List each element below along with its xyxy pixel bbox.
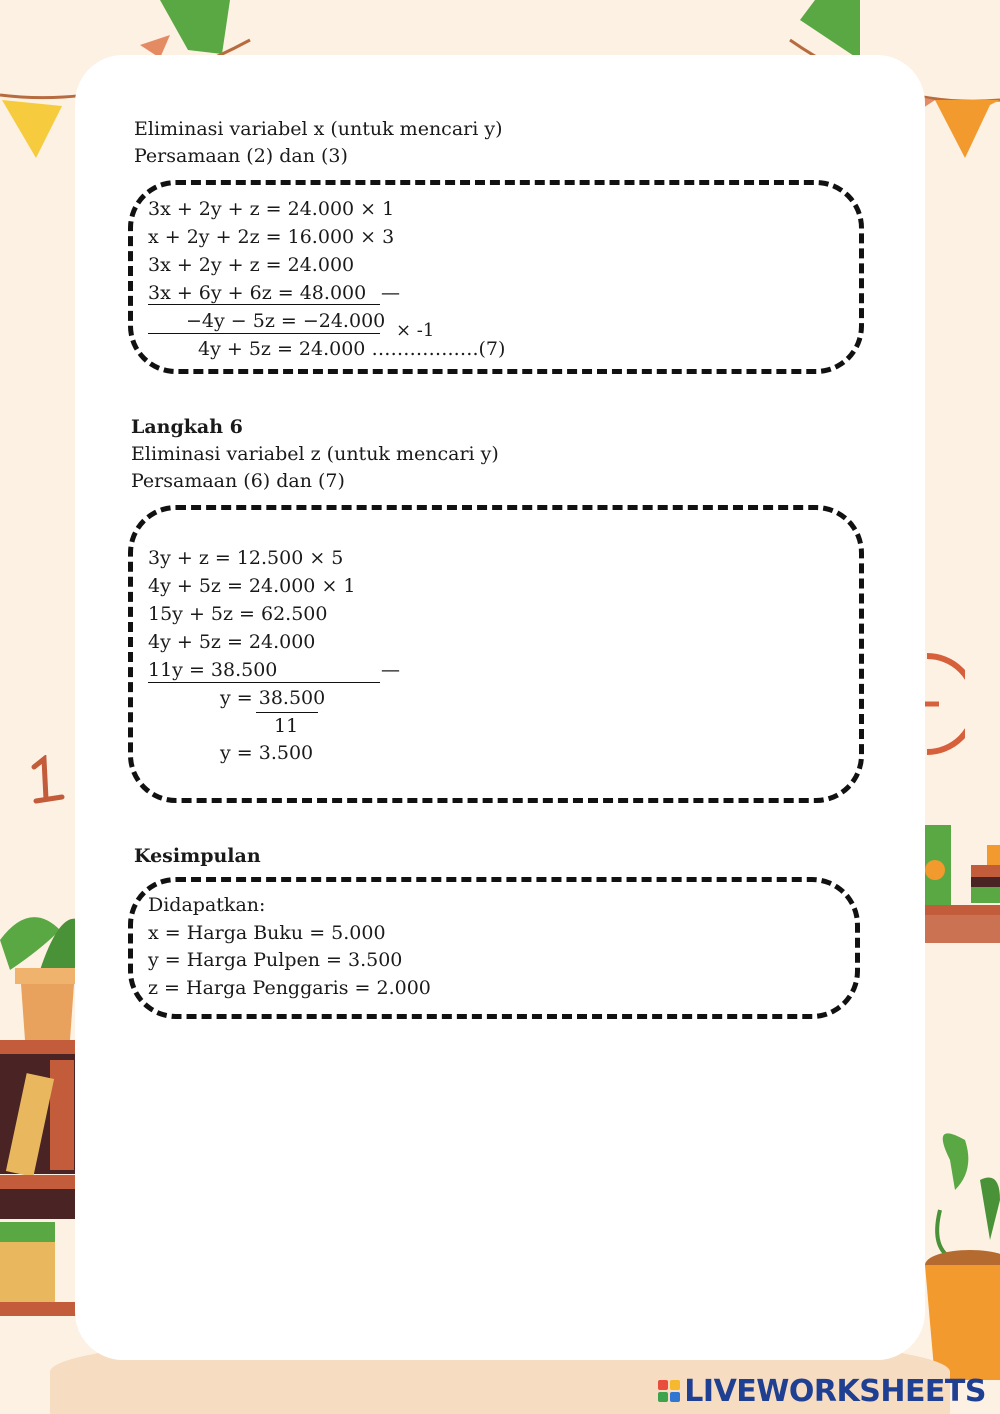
multiplier: × -1 (396, 320, 435, 341)
eq-line: 4y + 5z = 24.000 × 1 (148, 575, 356, 597)
eq-line: 3y + z = 12.500 × 5 (148, 547, 344, 569)
minus-sign: — (381, 659, 400, 681)
section2-title: Eliminasi variabel z (untuk mencari y) (131, 443, 499, 465)
clock-icon (925, 648, 965, 758)
eq-line: 4y + 5z = 24.000 ………….….(7) (198, 338, 506, 360)
subtraction-rule (148, 682, 380, 683)
bookshelf-right (925, 820, 1000, 950)
eq-line: 3x + 2y + z = 24.000 (148, 254, 355, 276)
eq-line: 11y = 38.500 (148, 659, 278, 681)
liveworksheets-brand[interactable] (658, 1373, 986, 1409)
number-one-icon (28, 755, 68, 807)
conclusion-heading: Kesimpulan (134, 845, 261, 867)
eq-line: 3x + 6y + 6z = 48.000 (148, 282, 367, 304)
plant-bookshelf-left (0, 900, 80, 1330)
eq-line: x + 2y + 2z = 16.000 × 3 (148, 226, 395, 248)
subtraction-rule (148, 304, 380, 305)
eq-line: 3x + 2y + z = 24.000 × 1 (148, 198, 395, 220)
fraction-bar (256, 712, 318, 713)
eq-line: 4y + 5z = 24.000 (148, 631, 316, 653)
eq-line: −4y − 5z = −24.000 (186, 310, 386, 332)
brand-text: LIVEWORKSHEETS (684, 1373, 986, 1409)
section2-subtitle: Persamaan (6) dan (7) (131, 470, 345, 492)
conclusion-line: z = Harga Penggaris = 2.000 (148, 977, 431, 999)
eq-line: y = 3.500 (220, 742, 314, 764)
fraction-denominator: 11 (274, 715, 299, 737)
eq-line: y = 38.500 (220, 687, 326, 709)
liveworksheets-logo-icon (658, 1380, 680, 1402)
eq-line: 15y + 5z = 62.500 (148, 603, 328, 625)
conclusion-line: y = Harga Pulpen = 3.500 (148, 949, 403, 971)
result-rule (148, 333, 380, 334)
minus-sign: — (381, 282, 400, 304)
conclusion-line: Didapatkan: (148, 894, 266, 916)
section1-subtitle: Persamaan (2) dan (3) (134, 145, 348, 167)
conclusion-line: x = Harga Buku = 5.000 (148, 922, 386, 944)
section2-heading: Langkah 6 (131, 416, 243, 438)
section1-title: Eliminasi variabel x (untuk mencari y) (134, 118, 503, 140)
